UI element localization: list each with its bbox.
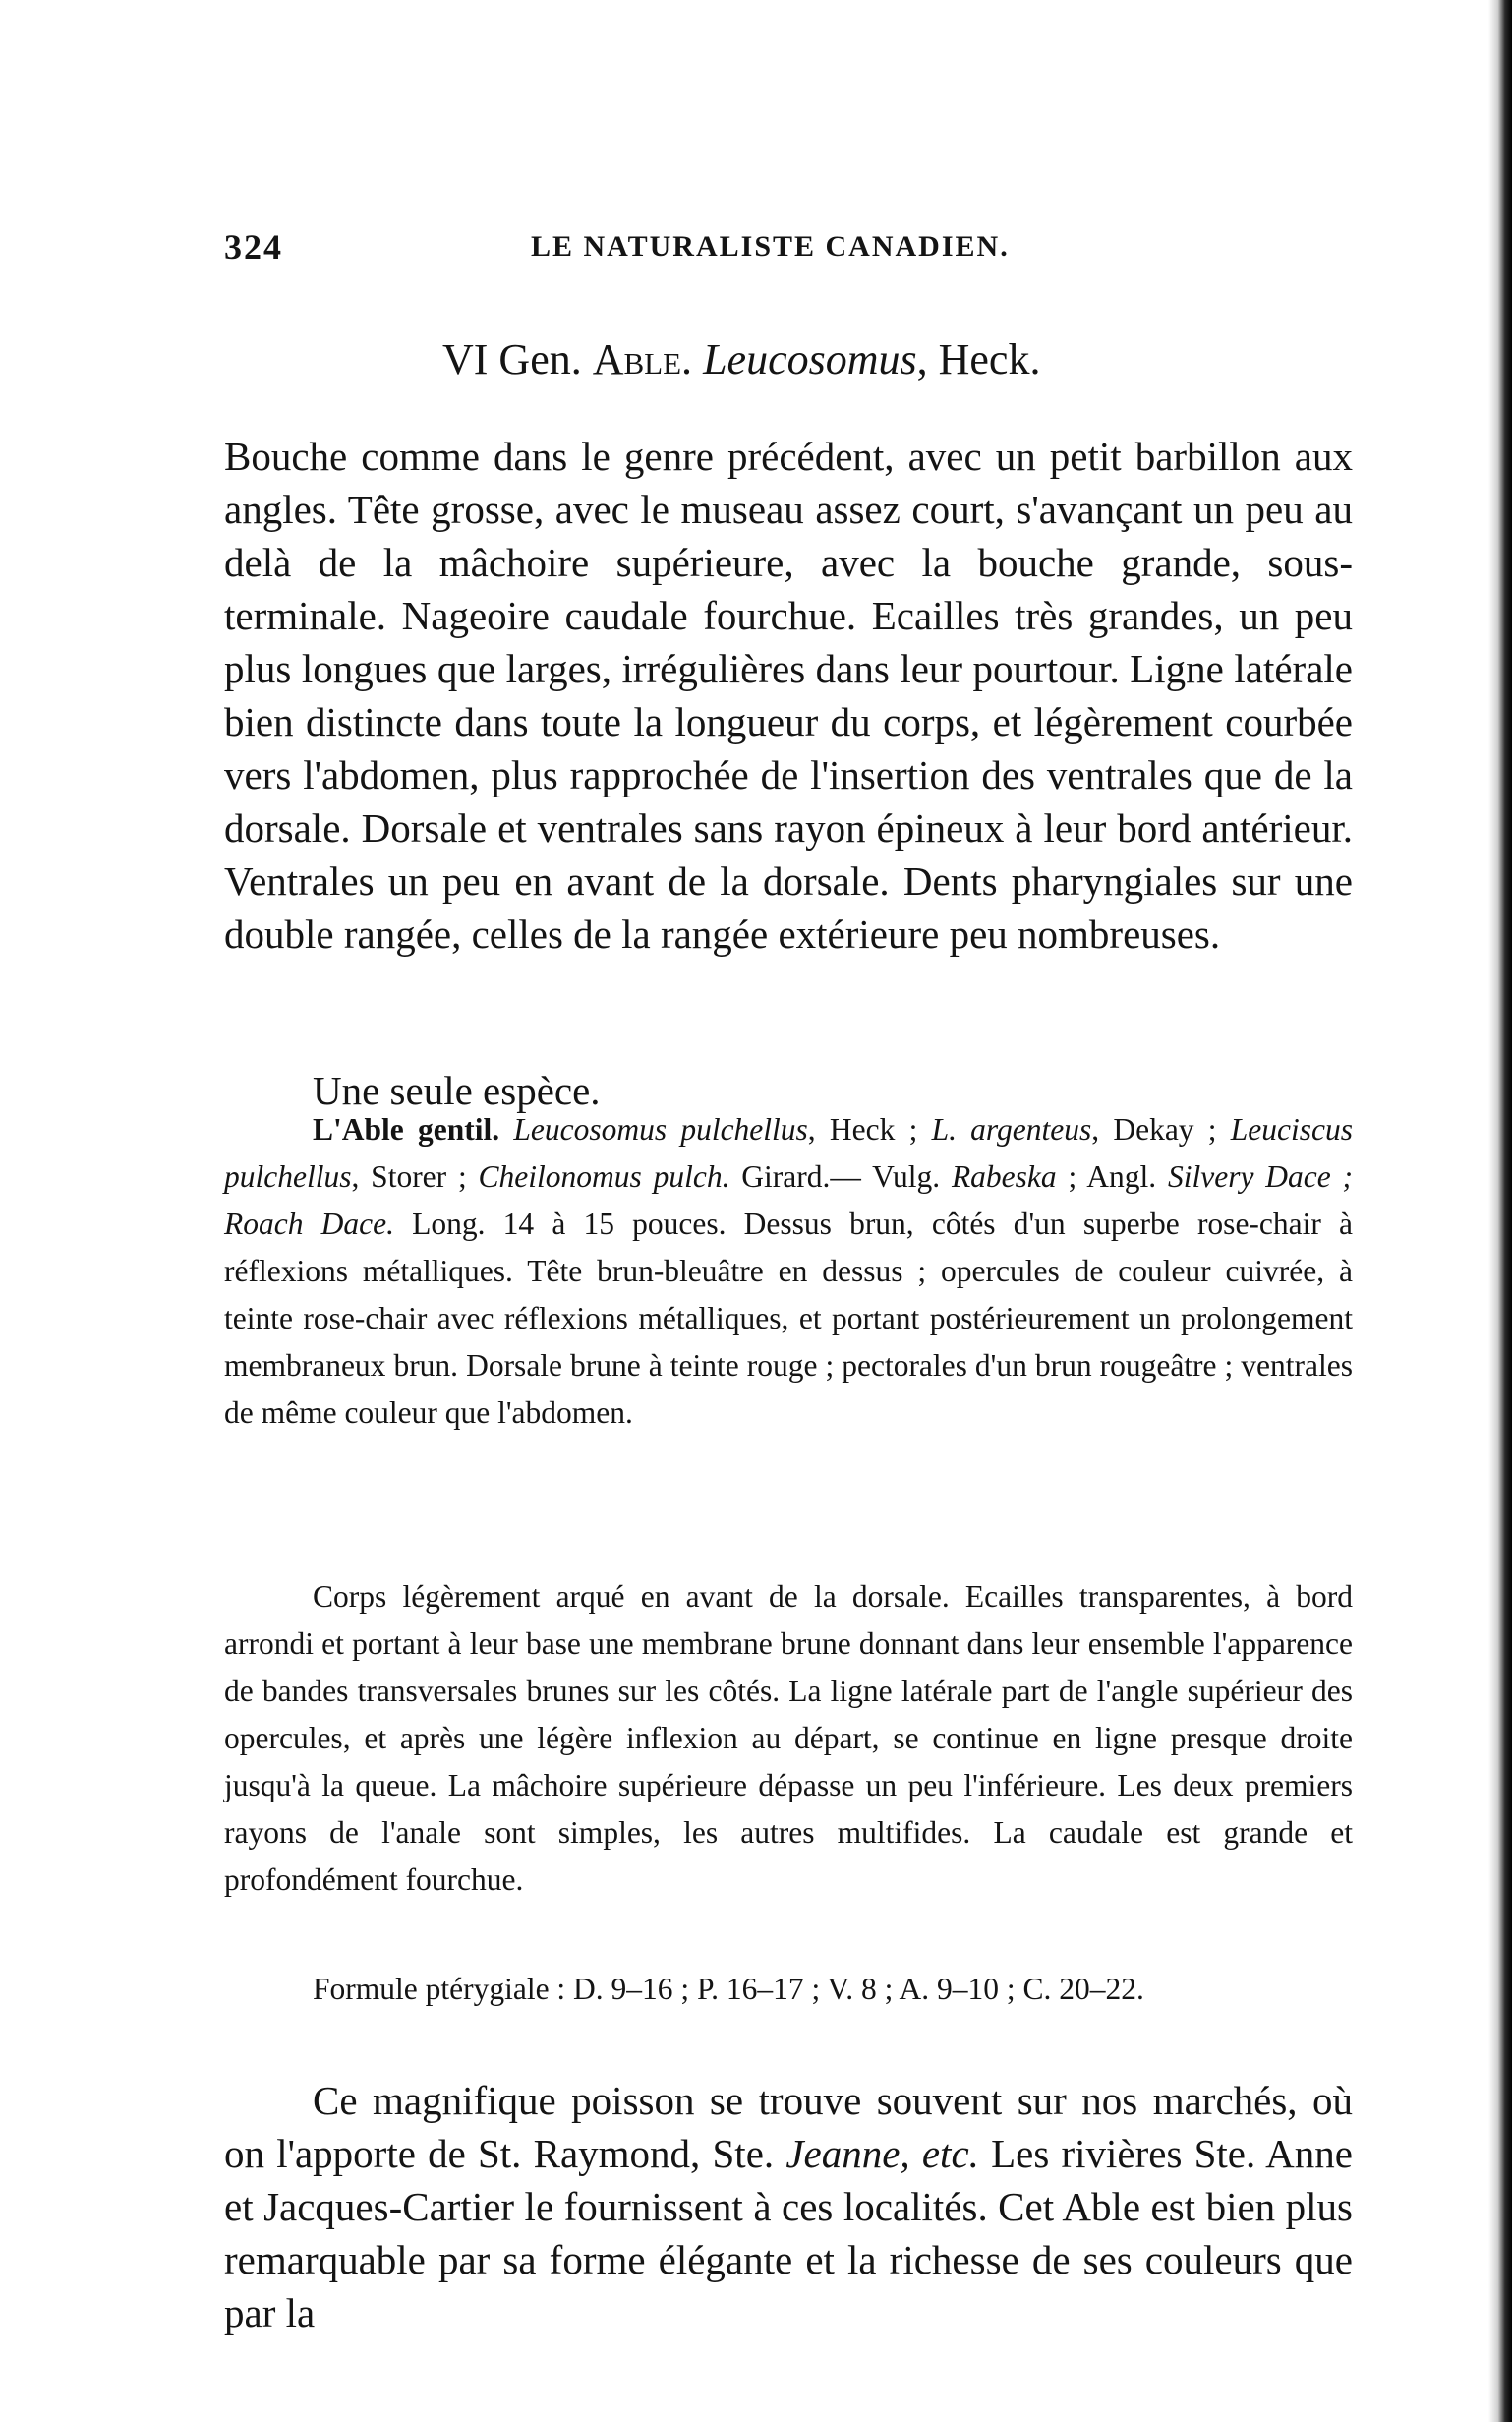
genus-scientific-name: Leucosomus (703, 335, 917, 384)
page-edge-shadow (1488, 0, 1512, 2422)
synonym-1: Leucosomus pulchellus (513, 1112, 808, 1147)
english-label: ; Angl. (1056, 1159, 1168, 1194)
synonym-2: L. argenteus (931, 1112, 1092, 1147)
genus-heading (442, 334, 1040, 384)
closing-text-1: Ce magnifique poisson se trouve souvent sur nos marchés, où on l'apporte de St. Raymond, Ste. (224, 2078, 1353, 2176)
genus-common-name: Able. (592, 335, 693, 384)
synonym-4-authority: Girard.— Vulg. (729, 1159, 952, 1194)
genus-authority: , Heck. (916, 335, 1041, 384)
synonym-1-authority: , Heck ; (807, 1112, 932, 1147)
fin-formula: Formule ptérygiale : D. 9–16 ; P. 16–17 ; V. 8 ; A. 9–10 ; C. 20–22. (313, 1972, 1144, 2006)
vernacular-name: Rabeska (951, 1159, 1057, 1194)
synonym-2-authority: , Dekay ; (1091, 1112, 1231, 1147)
synonym-3-authority: , Storer ; (351, 1159, 479, 1194)
body-description: Corps légèrement arqué en avant de la dorsale. Ecailles transparentes, à bord arrondi et portant à leur base une membrane brune donnant dans leur ensemble l'apparence de bandes transversales brunes sur les côtés. La ligne latérale part de l'angle supérieur des opercules, et après une légère inflexion au départ, se continue en ligne presque droite jusqu'à la queue. La mâchoire supérieure dépasse un peu l'inférieure. Les deux premiers rayons de l'anale sont simples, les autres multifides. La caudale est grande et profondément fourchue. (224, 1579, 1353, 1897)
species-account (224, 1106, 1353, 1437)
closing-paragraph (224, 2074, 1353, 2339)
english-names: Silvery Dace ; Roach Dace. (224, 1159, 1354, 1241)
page-number: 324 (224, 227, 283, 266)
species-common-name: L'Able gentil. (313, 1112, 500, 1147)
synonym-4: Cheilonomus pulch. (478, 1159, 730, 1194)
running-head: LE NATURALISTE CANADIEN. (531, 230, 1010, 263)
closing-italic: Jeanne, etc. (785, 2131, 979, 2176)
genus-description: Bouche comme dans le genre précédent, avec un petit barbillon aux angles. Tête grosse, avec le museau assez court, s'avançant un peu au delà de la mâchoire supérieure, avec la bouche grande, sous-terminale. Nageoire caudale fourchue. Ecailles très grandes, un peu plus longues que larges, irrégulières dans leur pourtour. Ligne latérale bien distincte dans toute la longueur du corps, et légèrement courbée vers l'abdomen, plus rapprochée de l'insertion des ventrales que de la dorsale. Dorsale et ventrales sans rayon épineux à leur bord antérieur. Ventrales un peu en avant de la dorsale. Dents pharyngiales sur une double rangée, celles de la rangée extérieure peu nombreuses. (224, 434, 1353, 957)
species-count: Une seule espèce. (313, 1068, 601, 1113)
species-description: Long. 14 à 15 pouces. Dessus brun, côtés d'un superbe rose-chair à réflexions métalliques. Tête brun-bleuâtre en dessus ; opercules de couleur cuivrée, à teinte rose-chair avec réflexions métalliques, et portant postérieurement un prolongement membraneux brun. Dorsale brune à teinte rouge ; pectorales d'un brun rougeâtre ; ventrales de même couleur que l'abdomen. (224, 1207, 1354, 1430)
closing-text-2: Les rivières Ste. Anne et Jacques-Cartier le fournissent à ces localités. Cet Able est bien plus remarquable par sa forme élégante et la richesse de ses couleurs que par la (224, 2131, 1353, 2335)
synonym-3: Leuciscus pulchellus (224, 1112, 1353, 1194)
genus-number: VI Gen. (442, 335, 582, 384)
